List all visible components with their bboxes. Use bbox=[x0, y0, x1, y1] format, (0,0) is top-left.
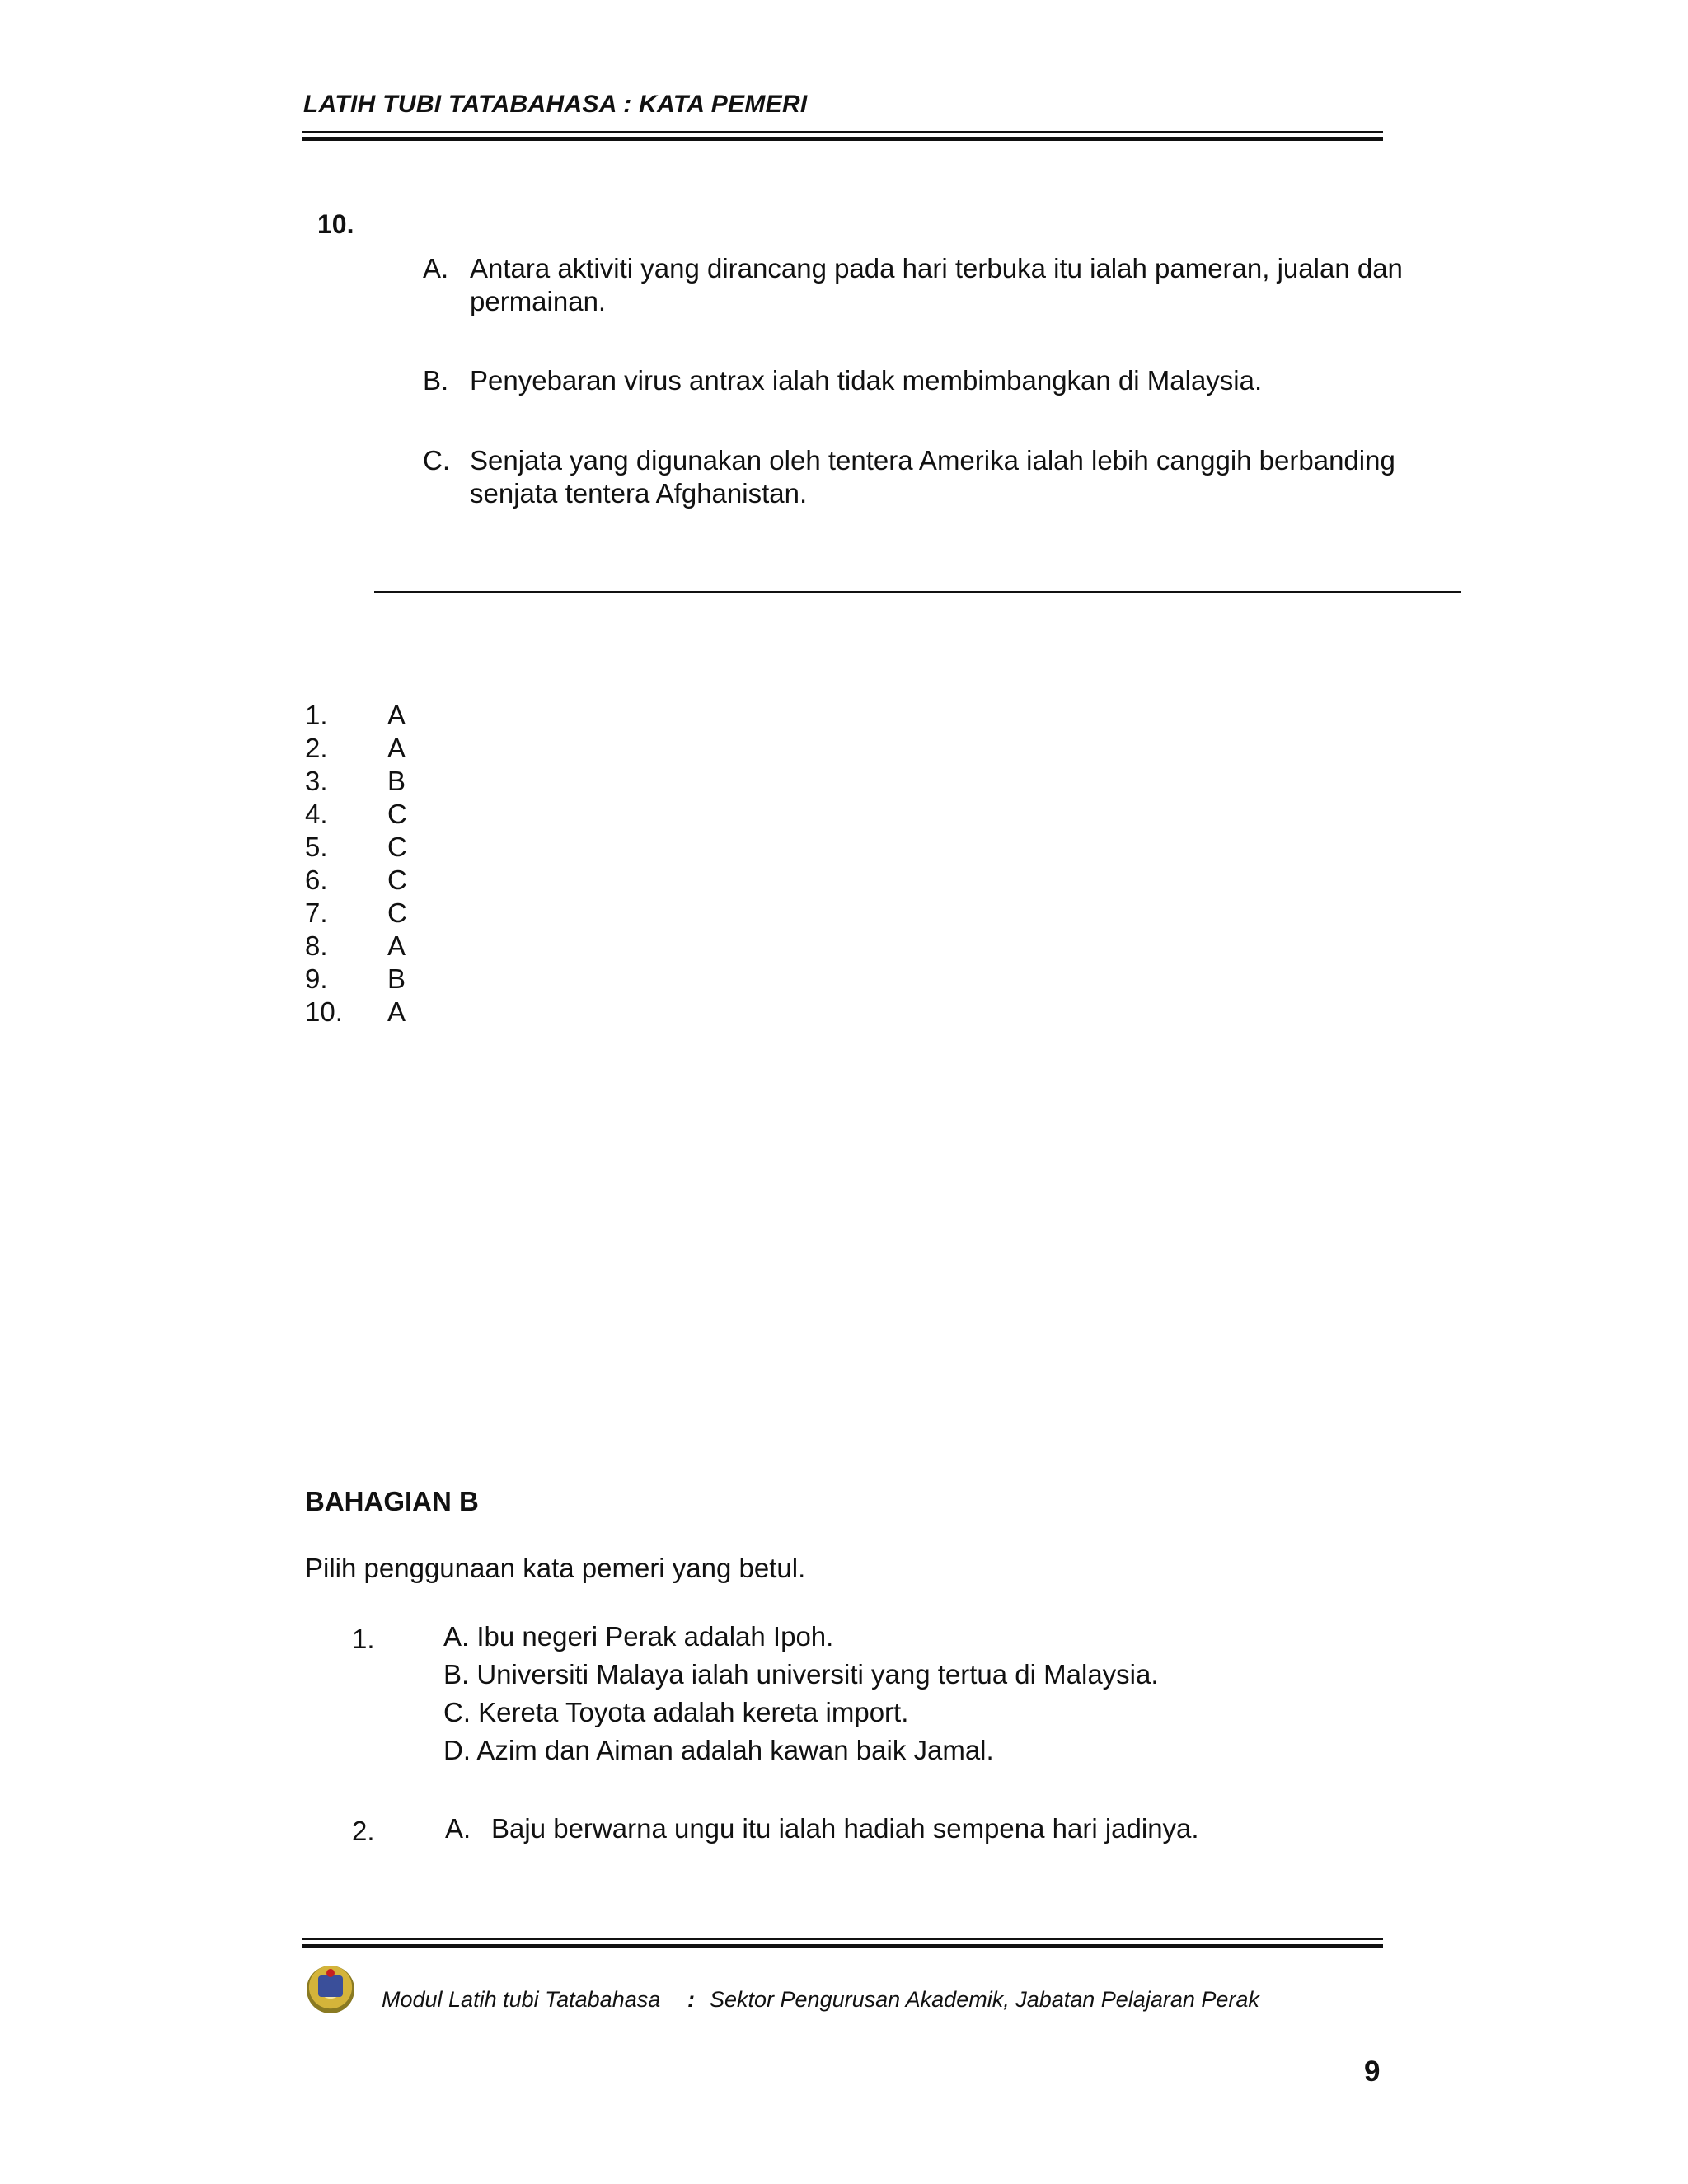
question-number: 2. bbox=[352, 1816, 375, 1846]
page-number: 9 bbox=[1364, 2055, 1381, 2088]
option-text: Antara aktiviti yang dirancang pada hari terbuka itu ialah pameran, jualan dan bbox=[470, 253, 1403, 284]
option-letter: C. bbox=[423, 445, 450, 476]
question-option-letter: A. bbox=[445, 1813, 471, 1844]
answer-divider bbox=[374, 591, 1461, 593]
footer-department: Sektor Pengurusan Akademik, Jabatan Pelajaran Perak bbox=[710, 1987, 1259, 2012]
question-option: C. Kereta Toyota adalah kereta import. bbox=[443, 1697, 909, 1727]
question-option: A. Ibu negeri Perak adalah Ipoh. bbox=[443, 1621, 834, 1652]
option-letter: B. bbox=[423, 365, 449, 396]
header-rule-thin bbox=[302, 131, 1383, 133]
option-text-cont: permainan. bbox=[470, 286, 607, 316]
section-instruction: Pilih penggunaan kata pemeri yang betul. bbox=[305, 1553, 806, 1583]
option-text: Senjata yang digunakan oleh tentera Amerika ialah lebih canggih berbanding bbox=[470, 445, 1395, 476]
question-number: 1. bbox=[352, 1624, 375, 1654]
question-option: D. Azim dan Aiman adalah kawan baik Jamal. bbox=[443, 1735, 994, 1765]
question-option-text: Baju berwarna ungu itu ialah hadiah sempena hari jadinya. bbox=[491, 1813, 1199, 1844]
question-number: 10. bbox=[317, 209, 354, 239]
question-option: B. Universiti Malaya ialah universiti yang tertua di Malaysia. bbox=[443, 1659, 1159, 1690]
footer-rule-thick bbox=[302, 1944, 1383, 1948]
option-text-cont: senjata tentera Afghanistan. bbox=[470, 478, 808, 509]
header-title: LATIH TUBI TATABAHASA : KATA PEMERI bbox=[303, 91, 808, 118]
header-rule-thick bbox=[302, 137, 1383, 141]
footer-module-name: Modul Latih tubi Tatabahasa bbox=[382, 1987, 661, 2012]
section-title: BAHAGIAN B bbox=[305, 1486, 479, 1516]
option-text: Penyebaran virus antrax ialah tidak membimbangkan di Malaysia. bbox=[470, 365, 1263, 396]
crest-logo-icon bbox=[307, 1966, 354, 2013]
footer-rule-thin bbox=[302, 1938, 1383, 1940]
option-letter: A. bbox=[423, 253, 449, 284]
footer-separator: : bbox=[687, 1987, 695, 2012]
